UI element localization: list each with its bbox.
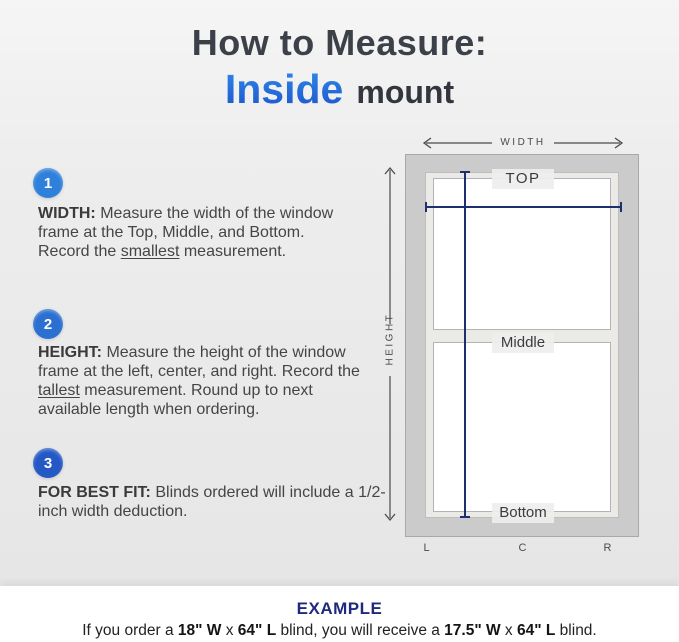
bottom-position-label: Bottom — [492, 503, 554, 523]
height-arrow-bottom-chevron — [385, 514, 395, 520]
step-2-instructions — [38, 343, 360, 419]
top-position-label: TOP — [492, 169, 554, 189]
title-line1: How to Measure: — [191, 22, 488, 63]
step-3-lead: FOR BEST FIT: — [38, 484, 151, 501]
window-pane-lower — [433, 342, 611, 512]
width-arrow-right-chevron — [615, 138, 622, 148]
example-sentence — [0, 622, 679, 640]
step-3-instructions — [38, 483, 394, 521]
step-1-number-badge: 1 — [33, 168, 63, 198]
step-2-body: Measure the height of the window frame at the left, center, and right. Record the — [38, 344, 360, 380]
width-arrow-left-chevron — [424, 138, 431, 148]
left-mark-label: L — [423, 542, 431, 554]
title-highlight-inside: Inside — [224, 66, 344, 112]
width-arrow-label: WIDTH — [500, 137, 546, 148]
example-title: EXAMPLE — [296, 599, 383, 618]
example-ordered-width: 18" W — [177, 622, 222, 639]
step-1-body-end: measurement. — [179, 243, 287, 260]
example-footer — [0, 586, 679, 642]
window-measurement-diagram — [378, 128, 670, 564]
height-arrow-top-chevron — [385, 168, 395, 174]
step-2-number-badge: 2 — [33, 309, 63, 339]
window-pane-upper — [433, 178, 611, 330]
example-received-width: 17.5" W — [444, 622, 501, 639]
center-mark-label: C — [518, 542, 528, 554]
example-mid: blind, you will receive a — [276, 622, 445, 639]
step-2-emphasized-word: tallest — [38, 382, 80, 399]
title-line2 — [0, 66, 679, 113]
step-3-number-badge: 3 — [33, 448, 63, 478]
step-1-emphasized-word: smallest — [120, 243, 180, 260]
example-x1: x — [221, 622, 238, 639]
step-2-lead: HEIGHT: — [38, 344, 102, 361]
step-2-body-end: measurement. Round up to next available length when ordering. — [38, 382, 313, 418]
right-mark-label: R — [603, 542, 613, 554]
example-x2: x — [500, 622, 517, 639]
example-received-length: 64" L — [517, 622, 556, 639]
title-suffix-mount: mount — [356, 74, 455, 110]
step-3-body: Blinds ordered will include a 1/2-inch width deduction. — [38, 484, 386, 520]
example-pre: If you order a — [82, 622, 178, 639]
middle-position-label: Middle — [492, 333, 554, 353]
step-1-body: Measure the width of the window frame at the Top, Middle, and Bottom. Record the — [38, 205, 334, 260]
step-1-lead: WIDTH: — [38, 205, 96, 222]
page-title — [0, 22, 679, 113]
step-1-instructions — [38, 204, 356, 261]
example-post: blind. — [555, 622, 597, 639]
example-ordered-length: 64" L — [237, 622, 277, 639]
height-arrow-label: HEIGHT — [384, 312, 396, 366]
